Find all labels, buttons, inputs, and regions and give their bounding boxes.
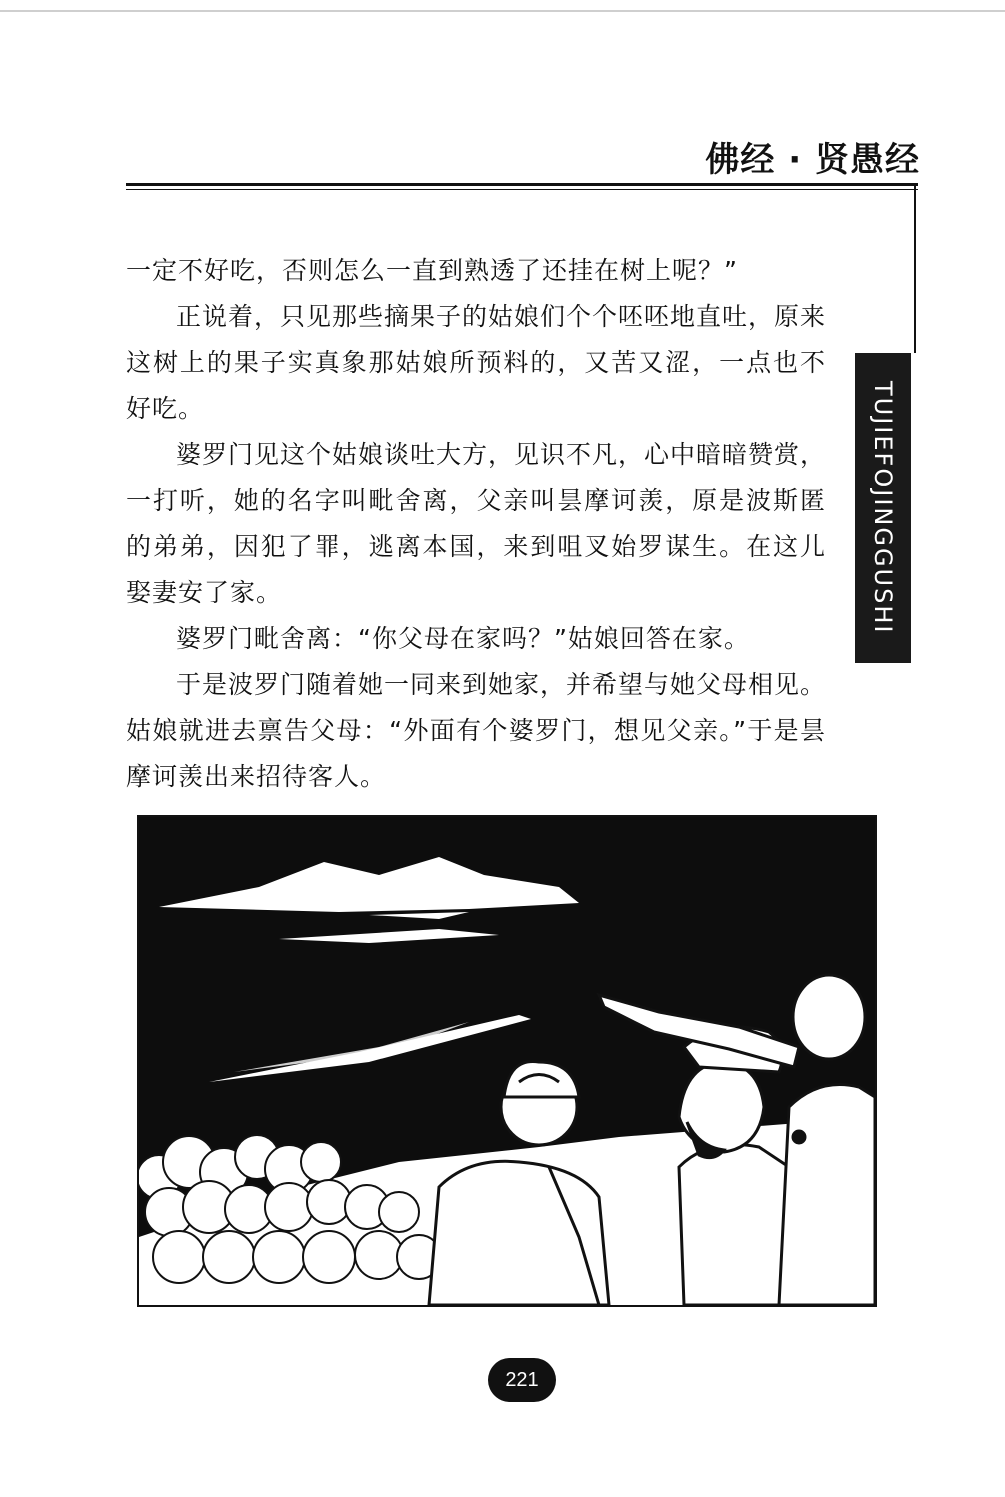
paragraph: 一定不好吃，否则怎么一直到熟透了还挂在树上呢？” <box>126 256 738 285</box>
top-rule <box>0 10 1005 12</box>
side-tab-label: TUJIEFOJINGGUSHI <box>869 381 897 635</box>
paragraph: 正说着，只见那些摘果子的姑娘们个个呸呸地直吐，原来这树上的果子实真象那姑娘所预料的，又苦又涩，一点也不好吃。 <box>126 302 827 423</box>
paragraph: 于是波罗门随着她一同来到她家，并希望与她父母相见。姑娘就进去禀告父母：“外面有个婆罗门，想见父亲。”于是昙摩诃羡出来招待客人。 <box>126 670 827 791</box>
body-text <box>126 248 826 800</box>
paragraph: 婆罗门见这个姑娘谈吐大方，见识不凡，心中暗暗赞赏，一打听，她的名字叫毗舍离，父亲叫昙摩诃羡，原是波斯匿的弟弟，因犯了罪，逃离本国，来到咀叉始罗谋生。在这儿娶妻安了家。 <box>126 440 827 607</box>
side-rule <box>914 183 916 353</box>
illustration <box>137 815 877 1307</box>
header-rule <box>126 183 918 186</box>
side-tab <box>855 353 911 663</box>
header-rule-thin <box>126 189 918 190</box>
paragraph: 婆罗门毗舍离：“你父母在家吗？”姑娘回答在家。 <box>176 624 750 653</box>
page-number: 221 <box>488 1358 556 1402</box>
chapter-header-title: 佛经 · 贤愚经 <box>705 140 920 180</box>
illustration-drawing <box>139 817 875 1305</box>
